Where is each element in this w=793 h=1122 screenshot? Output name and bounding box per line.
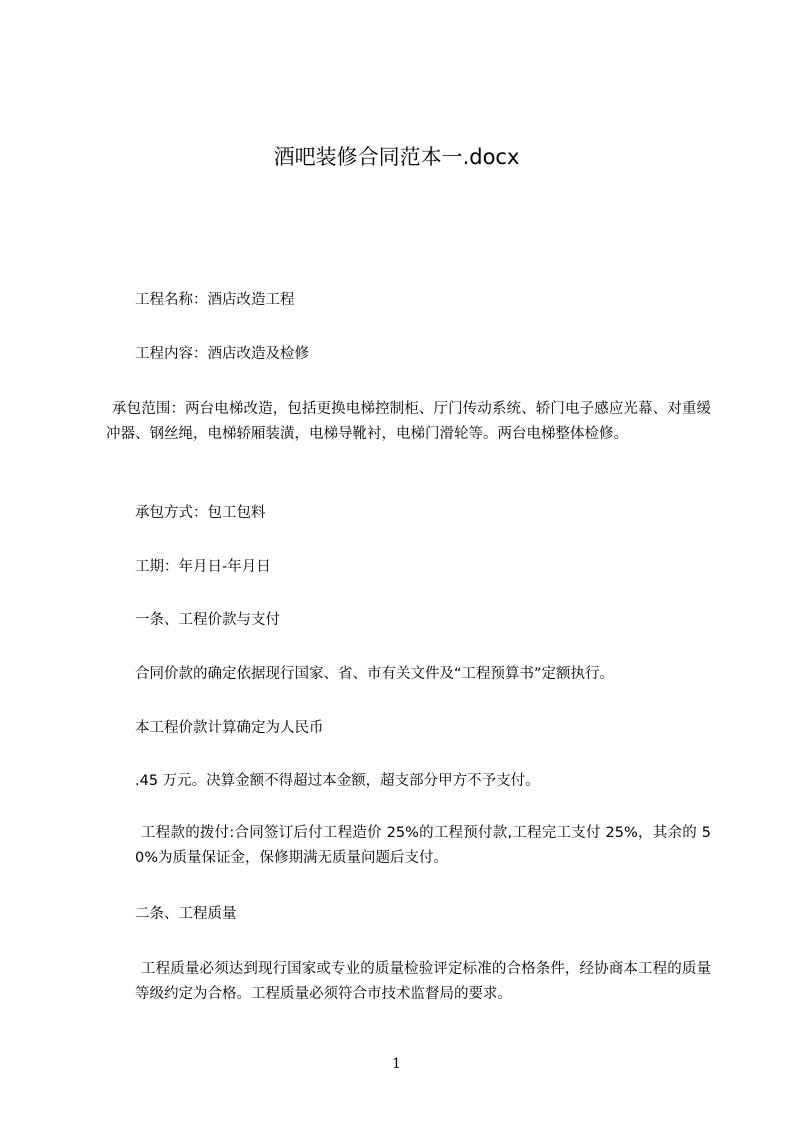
page-number: 1 (392, 1056, 401, 1072)
duration-paragraph: 工期：年月日-年月日 (135, 559, 271, 575)
project-name-paragraph: 工程名称：酒店改造工程 (135, 292, 295, 308)
price-amount-paragraph: .45 万元。决算金额不得超过本金额，超支部分甲方不予支付。 (135, 773, 540, 789)
document-title: 酒吧装修合同范本一.docx (273, 145, 520, 169)
article-two-heading: 二条、工程质量 (135, 906, 237, 922)
price-basis-paragraph: 合同价款的确定依据现行国家、省、市有关文件及“工程预算书”定额执行。 (135, 666, 615, 682)
contract-method-paragraph: 承包方式：包工包料 (135, 505, 266, 521)
contract-scope-paragraph: 承包范围：两台电梯改造，包括更换电梯控制柜、厅门传动系统、轿门电子感应光幕、对重缓冲器、钢丝绳，电梯轿厢装潢，电梯导靴衬，电梯门滑轮等。两台电梯整体检修。 (106, 401, 711, 442)
article-one-heading: 一条、工程价款与支付 (135, 612, 280, 628)
project-content-paragraph: 工程内容：酒店改造及检修 (135, 346, 309, 362)
price-currency-paragraph: 本工程价款计算确定为人民币 (135, 720, 324, 736)
quality-requirement-paragraph: 工程质量必须达到现行国家或专业的质量检验评定标准的合格条件，经协商本工程的质量等级约定为合格。工程质量必须符合市技术监督局的要求。 (135, 961, 711, 1002)
payment-schedule-paragraph: 工程款的拨付:合同签订后付工程造价 25%的工程预付款,工程完工支付 25%，其余的 50%为质量保证金，保修期满无质量问题后支付。 (135, 825, 711, 866)
